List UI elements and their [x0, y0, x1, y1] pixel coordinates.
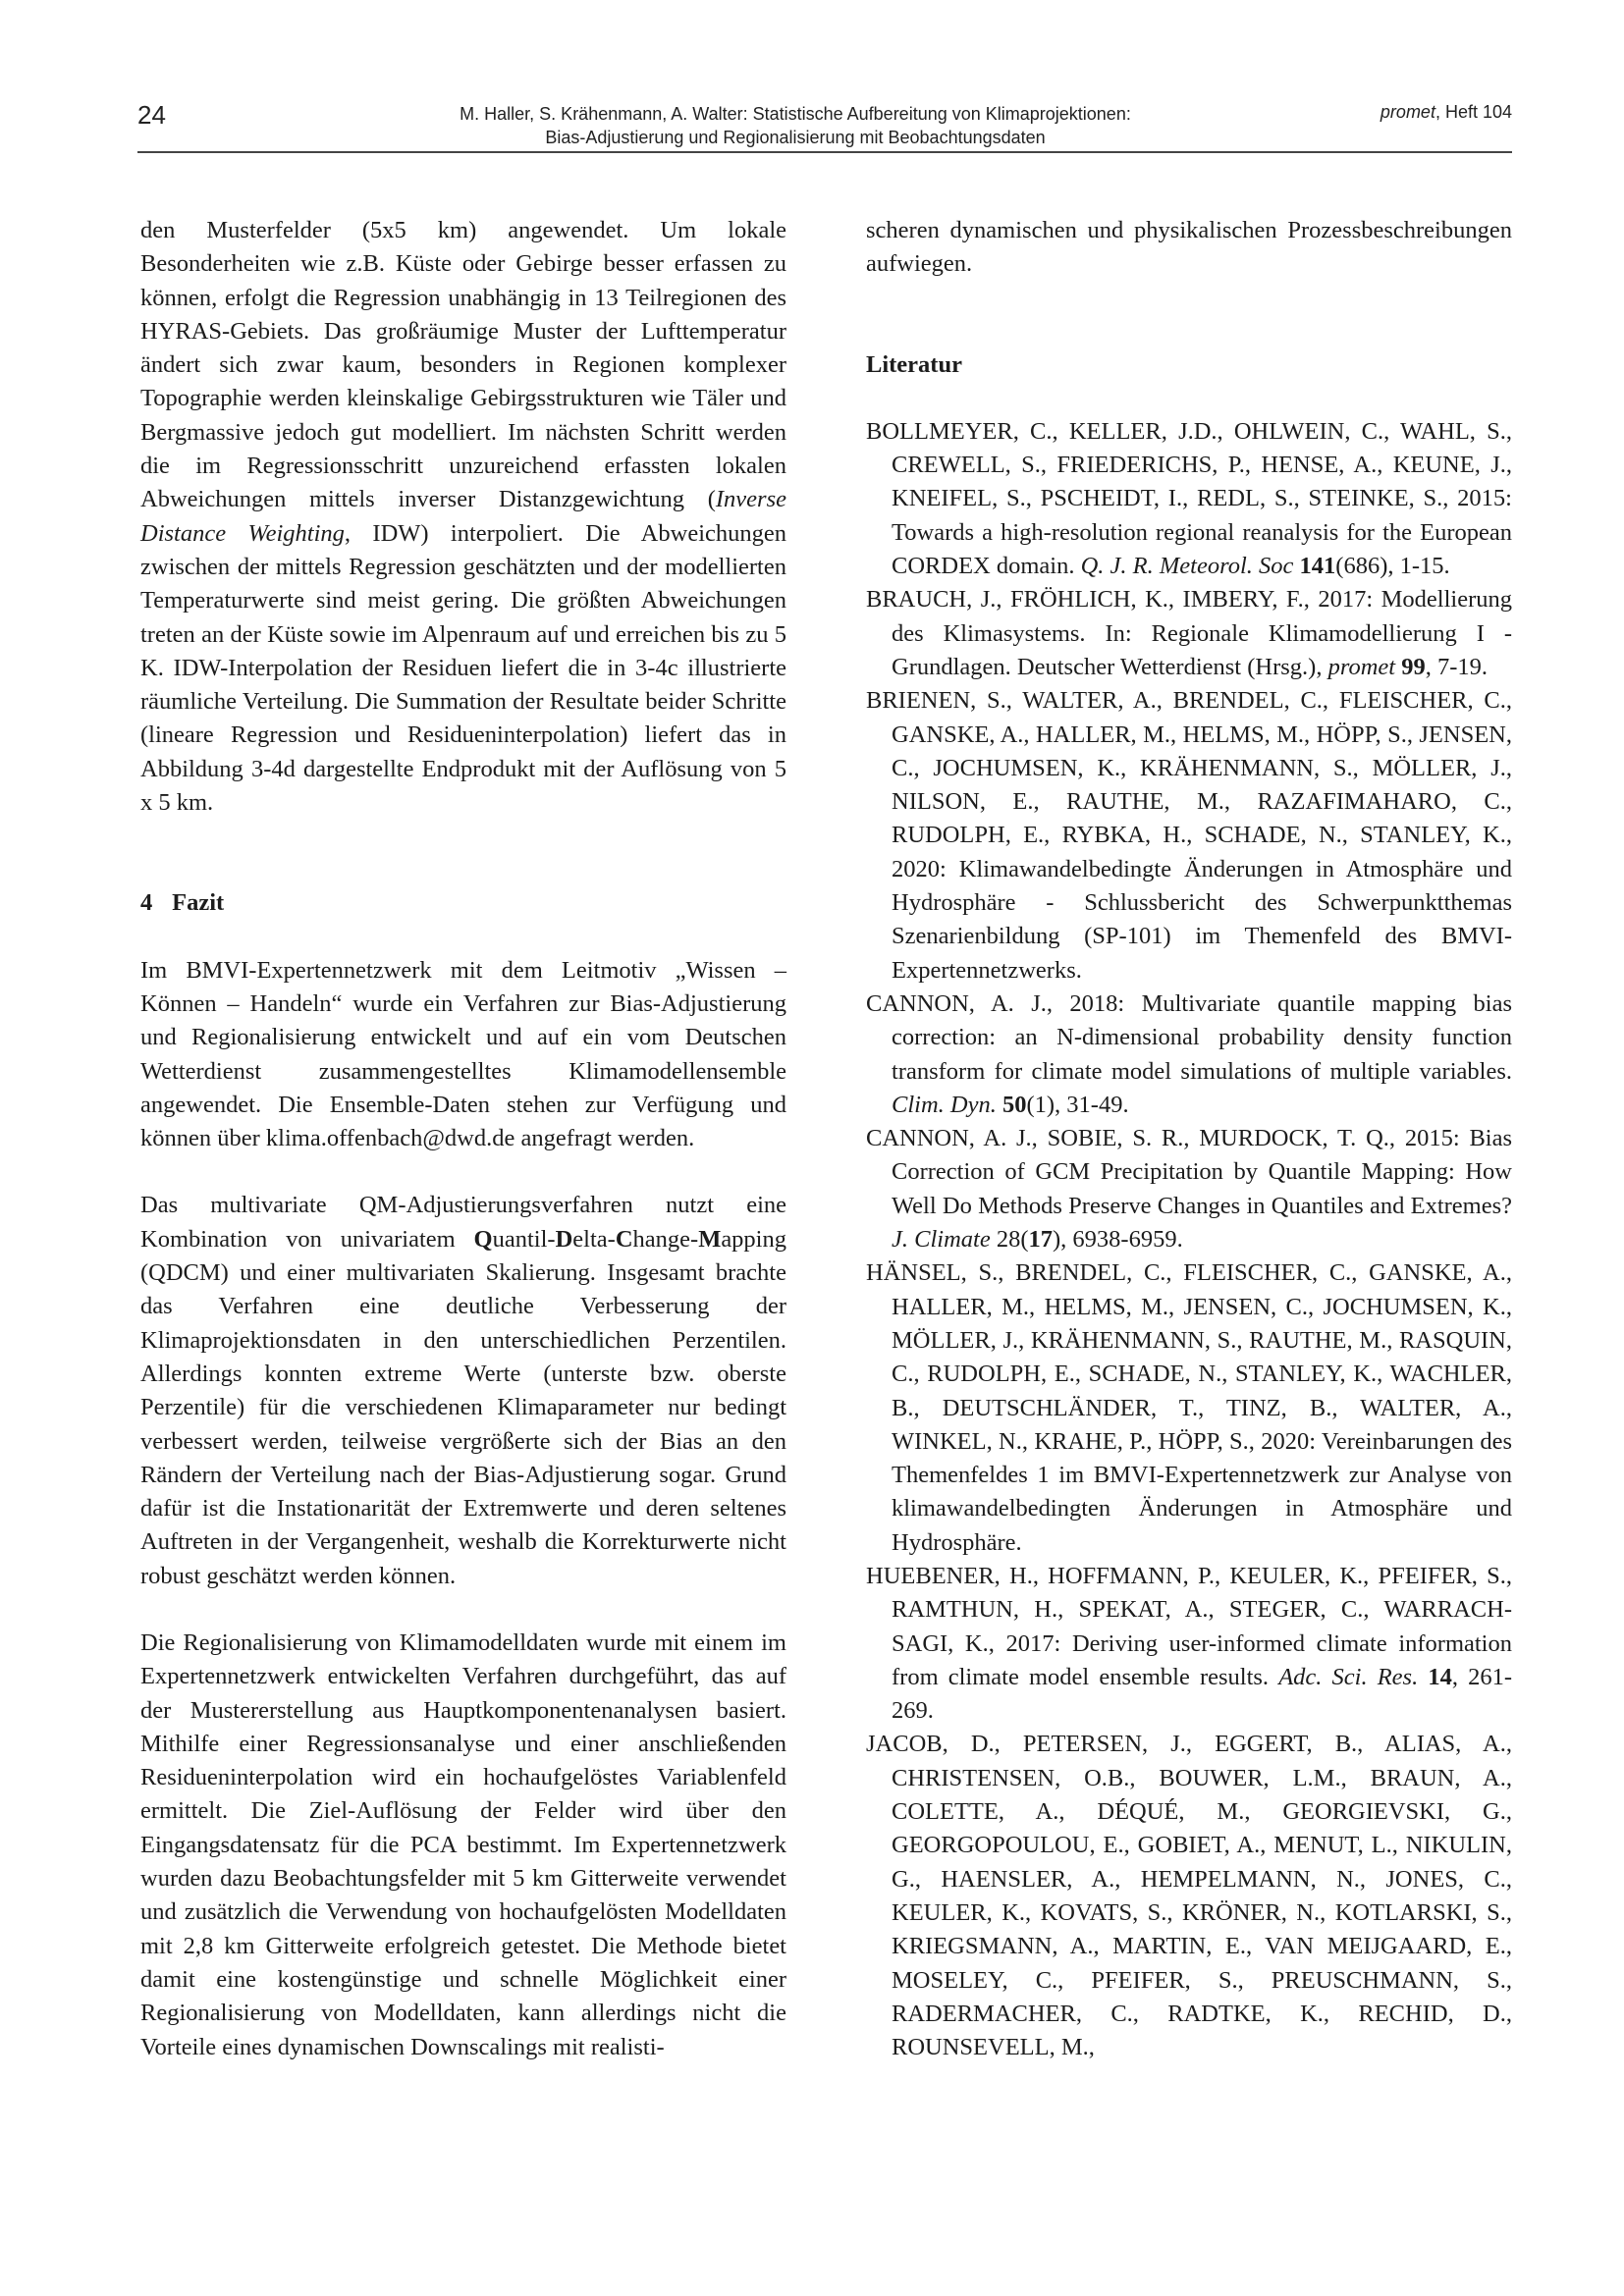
running-title-line-1: M. Haller, S. Krähenmann, A. Walter: Statistische Aufbereitung von Klimaprojektionen:: [460, 104, 1131, 124]
section-heading: [140, 886, 786, 920]
reference-item: JACOB, D., PETERSEN, J., EGGERT, B., ALIAS, A., CHRISTENSEN, O.B., BOUWER, L.M., BRAUN, A., COLETTE, A., DÉQUÉ, M., GEORGIEVSKI, G., GEORGOPOULOU, E., GOBIET, A., MENUT, L., NIKULIN, G., HAENSLER, A., HEMPELMANN, N., JONES, C., KEULER, K., KOVATS, S., KRÖNER, N., KOTLARSKI, S., KRIEGSMANN, A., MARTIN, E., VAN MEIJGAARD, E., MOSELEY, C., PFEIFER, S., PREUSCHMANN, S., RADERMACHER, C., RADTKE, K., RECHID, D., ROUNSEVELL, M.,: [866, 1731, 1512, 2061]
reference-journal: J. Climate: [892, 1226, 991, 1254]
section-title: Fazit: [172, 889, 225, 917]
paragraph-text: Das multivariate QM-Adjustierungsverfahren nutzt eine Kombination von univariatem: [140, 1192, 786, 1253]
running-title: [383, 102, 1208, 149]
journal-issue: [1380, 102, 1512, 123]
bold-letter: C: [615, 1225, 633, 1253]
page-number: 24: [137, 100, 166, 130]
reference-text: BOLLMEYER, C., KELLER, J.D., OHLWEIN, C., WAHL, S., CREWELL, S., FRIEDERICHS, P., HENSE, A., KEUNE, J., KNEIFEL, S., PSCHEIDT, I., REDL, S., STEINKE, S., 2015: Towards a high-resolution regional reanalysis for the European CORDEX domain.: [866, 417, 1512, 580]
reference-text: ), 6938-6959.: [1053, 1226, 1183, 1254]
journal-name: promet: [1380, 102, 1435, 122]
paragraph-text: den Musterfelder (5x5 km) angewendet. Um lokale Besonderheiten wie z.B. Küste oder Gebirge besser erfassen zu können, erfolgt die Regression unabhängig in 13 Teilregionen des HYRAS-Gebiets. Das großräumige Muster der Lufttemperatur ändert sich zwar kaum, besonders in Regionen komplexer Topographie werden kleinskalige Gebirgsstrukturen wie Täler und Bergmassive jedoch gut modelliert. Im nächsten Schritt werden die im Regressionsschritt unzureichend erfassten lokalen Abweichungen mittels inverser Distanzgewichtung (: [140, 217, 786, 513]
reference-text: , 261-269.: [892, 1663, 1512, 1725]
running-head: [137, 98, 1512, 157]
section-number: 4: [140, 889, 153, 917]
paragraph-text: uantil-: [492, 1225, 556, 1253]
paragraph-continuation: scheren dynamischen und physikalischen Prozessbeschreibungen aufwiegen.: [866, 217, 1512, 278]
reference-item: BRIENEN, S., WALTER, A., BRENDEL, C., FLEISCHER, C., GANSKE, A., HALLER, M., HELMS, M., HÖPP, S., JENSEN, C., JOCHUMSEN, K., KRÄHENMANN, S., MÖLLER, J., NILSON, E., RAUTHE, M., RAZAFIMAHARO, C., RUDOLPH, E., RYBKA, H., SCHADE, N., STANLEY, K., 2020: Klimawandelbedingte Änderungen in Atmosphäre und Hydrosphäre - Schlussbericht des Schwerpunktthemas Szenarienbildung (SP-101) im Themenfeld des BMVI-Expertennetzwerks.: [866, 687, 1512, 984]
reference-volume: 50: [1001, 1091, 1027, 1118]
reference-volume: 141: [1299, 553, 1336, 580]
reference-item: [866, 583, 1512, 684]
paragraph-text: , IDW) interpoliert. Die Abweichungen zwischen der mittels Regression geschätzten und der modellierten Temperaturwerte sind meist gering. Die größten Abweichungen treten an der Küste sowie im Alpenraum auf und erreichen bis zu 5 K. IDW-Interpolation der Residuen liefert die in 3-4c illustrierte räumliche Verteilung. Die Summation der Resultate beider Schritte (lineare Regression und Residueninterpolation) liefert das in Abbildung 3-4d dargestellte Endprodukt mit der Auflösung von 5 x 5 km.: [140, 519, 786, 817]
header-rule: [137, 151, 1512, 153]
reference-journal: Clim. Dyn.: [892, 1091, 997, 1118]
running-title-line-2: Bias-Adjustierung und Regionalisierung mit Beobachtungsdaten: [545, 128, 1046, 147]
bold-letter: D: [555, 1225, 573, 1253]
reference-item: [866, 1122, 1512, 1256]
right-column: [866, 214, 1512, 2064]
reference-volume: 14: [1428, 1663, 1452, 1690]
reference-text: BRAUCH, J., FRÖHLICH, K., IMBERY, F., 2017: Modellierung des Klimasystems. In: Regionale Klimamodellierung I - Grundlagen. Deutscher Wetterdienst (Hrsg.),: [866, 586, 1512, 680]
reference-issue: 17: [1028, 1226, 1054, 1254]
paragraph-text: elta-: [572, 1225, 616, 1253]
reference-text: (686), 1-15.: [1335, 553, 1450, 580]
reference-text: 28(: [990, 1226, 1029, 1254]
reference-text: CANNON, A. J., 2018: Multivariate quantile mapping bias correction: an N-dimensional probability density function transform for climate model simulations of multiple variables.: [866, 989, 1512, 1085]
paragraph-text: apping (QDCM) und einer multivariaten Skalierung. Insgesamt brachte das Verfahren eine deutliche Verbesserung der Klimaprojektionsdaten in den unterschiedlichen Perzentilen. Allerdings konnten extreme Werte (unterste bzw. oberste Perzentile) für die verschiedenen Klimaparameter nur bedingt verbessert werden, teilweise vergrößerte sich der Bias an den Rändern der Verteilung nach der Bias-Adjustierung sogar. Grund dafür ist die Instationarität der Extremwerte und deren seltenes Auftreten in der Vergangenheit, weshalb die Korrekturwerte nicht robust geschätzt werden können.: [140, 1225, 786, 1589]
reference-journal: Q. J. R. Meteorol. Soc: [1080, 553, 1294, 580]
bold-letter: Q: [473, 1225, 493, 1253]
reference-journal: promet: [1327, 653, 1396, 680]
left-column: [140, 214, 786, 2064]
reference-item: [866, 988, 1512, 1122]
reference-text: [1418, 1664, 1428, 1690]
reference-text: (1), 31-49.: [1026, 1091, 1129, 1118]
references-heading: Literatur: [866, 350, 962, 378]
reference-volume: 99: [1401, 653, 1426, 680]
reference-item: [866, 1560, 1512, 1728]
paragraph-fazit-3: Die Regionalisierung von Klimamodelldaten wurde mit einem im Expertennetzwerk entwickelten Verfahren durchgeführt, das auf der Mustererstellung aus Hauptkomponentenanalysen basiert. Mithilfe einer Regressionsanalyse und einer anschließenden Residueninterpolation wird ein hochaufgelöstes Variablenfeld ermittelt. Die Ziel-Auflösung der Felder wird über den Eingangsdatensatz für die PCA bestimmt. Im Expertennetzwerk wurden dazu Beobachtungsfelder mit 5 km Gitterweite verwendet und zusätzlich die Verwendung von hochaufgelösten Modelldaten mit 2,8 km Gitterweite erfolgreich getestet. Die Methode bietet damit eine kostengünstige und schnelle Möglichkeit einer Regionalisierung von Modelldaten, kann allerdings nicht die Vorteile eines dynamischen Downscalings mit realisti-: [140, 1629, 786, 2060]
reference-text: CANNON, A. J., SOBIE, S. R., MURDOCK, T. Q., 2015: Bias Correction of GCM Precipitation by Quantile Mapping: How Well Do Methods Preserve Changes in Quantiles and Extremes?: [866, 1125, 1512, 1219]
paragraph-text: hange-: [632, 1225, 699, 1253]
paragraph-fazit-2: [140, 1189, 786, 1593]
paragraph-regression: [140, 214, 786, 820]
bold-letter: M: [698, 1225, 722, 1253]
paragraph-fazit-1: Im BMVI-Expertennetzwerk mit dem Leitmotiv „Wissen – Können – Handeln“ wurde ein Verfahren zur Bias-Adjustierung und Regionalisierung entwickelt und auf ein vom Deutschen Wetterdienst zusammengestelltes Klimamodellensemble angewendet. Die Ensemble-Daten stehen zur Verfügung und können über klima.offenbach@dwd.de angefragt werden.: [140, 956, 786, 1152]
reference-journal: Adc. Sci. Res.: [1278, 1663, 1419, 1690]
reference-text: , 7-19.: [1425, 653, 1488, 680]
italic-term: Inverse Distance Weighting: [140, 486, 786, 547]
journal-issue-number: , Heft 104: [1435, 102, 1512, 122]
reference-text: HUEBENER, H., HOFFMANN, P., KEULER, K., PFEIFER, S., RAMTHUN, H., SPEKAT, A., STEGER, C., WARRACH-SAGI, K., 2017: Deriving user-informed climate information from climate model ensemble results.: [866, 1562, 1512, 1690]
reference-item: [866, 415, 1512, 583]
reference-item: HÄNSEL, S., BRENDEL, C., FLEISCHER, C., GANSKE, A., HALLER, M., HELMS, M., JENSEN, C., JOCHUMSEN, K., MÖLLER, J., KRÄHENMANN, S., RAUTHE, M., RASQUIN, C., RUDOLPH, E., SCHADE, N., STANLEY, K., WACHLER, B., DEUTSCHLÄNDER, T., TINZ, B., WALTER, A., WINKEL, N., KRAHE, P., HÖPP, S., 2020: Vereinbarungen des Themenfeldes 1 im BMVI-Expertennetzwerk zur Analyse von klimawandelbedingten Änderungen in Atmosphäre und Hydrosphäre.: [866, 1259, 1512, 1556]
reference-list: [866, 415, 1512, 2065]
